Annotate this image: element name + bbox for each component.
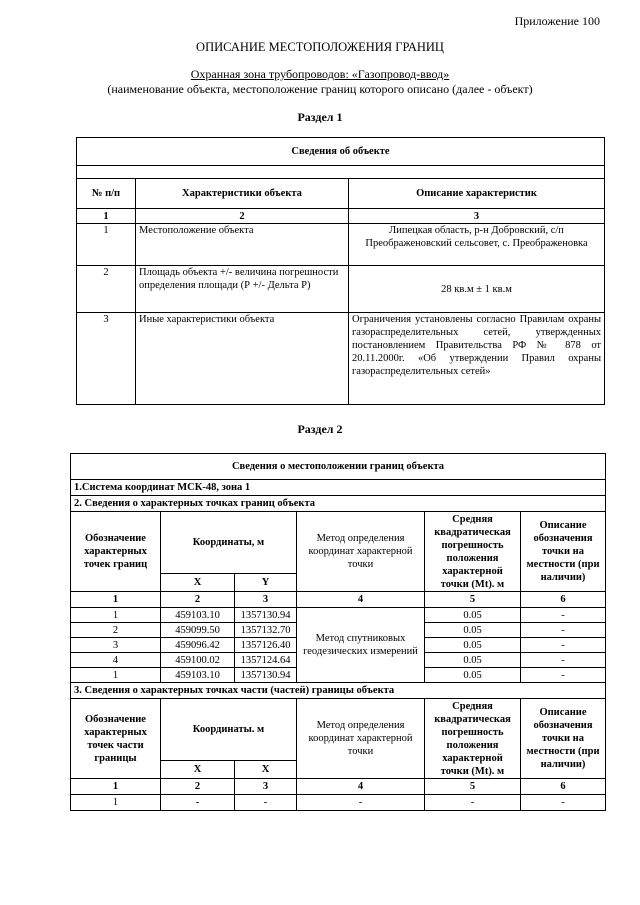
col-header-part-method: Метод определения координат характерной точки [297, 699, 425, 779]
col-header-point-description: Описание обозначения точки на местности (при наличии) [521, 512, 606, 592]
point-x: 459100.02 [161, 653, 235, 668]
col-header-number: № п/п [77, 179, 136, 209]
row-description: 28 кв.м ± 1 кв.м [349, 266, 605, 313]
part-point-x: - [161, 795, 235, 811]
point-x: 459099.50 [161, 623, 235, 638]
part-point-y: - [235, 795, 297, 811]
point-number: 2 [71, 623, 161, 638]
col-index: 1 [71, 779, 161, 795]
object-table-title: Сведения об объекте [77, 138, 605, 166]
point-y: 1357130.94 [235, 668, 297, 683]
row-characteristic: Иные характеристики объекта [136, 313, 349, 405]
col-header-y: Y [235, 574, 297, 592]
col-index: 1 [77, 209, 136, 224]
col-header-description: Описание характеристик [349, 179, 605, 209]
point-y: 1357124.64 [235, 653, 297, 668]
point-number: 4 [71, 653, 161, 668]
boundary-points-table [70, 453, 606, 811]
point-x: 459103.10 [161, 668, 235, 683]
point-y: 1357132.70 [235, 623, 297, 638]
point-error: 0.05 [425, 653, 521, 668]
row-description: Липецкая область, р-н Добровский, с/п Преображеновский сельсовет, с. Преображеновка [349, 224, 605, 266]
col-header-method: Метод определения координат характерной точки [297, 512, 425, 592]
point-number: 3 [71, 638, 161, 653]
point-y: 1357126.40 [235, 638, 297, 653]
col-index: 6 [521, 592, 606, 608]
point-description: - [521, 623, 606, 638]
object-info-table [76, 137, 605, 405]
col-header-part-error: Средняя квадратическая погрешность положения характерной точки (Mt). м [425, 699, 521, 779]
col-header-part-x2: X [235, 761, 297, 779]
row-number: 3 [77, 313, 136, 405]
row-number: 1 [77, 224, 136, 266]
col-header-characteristic: Характеристики объекта [136, 179, 349, 209]
empty-row [77, 166, 605, 179]
col-index: 2 [161, 592, 235, 608]
col-header-coordinates: Координаты, м [161, 512, 297, 574]
col-index: 4 [297, 592, 425, 608]
coordinate-system: 1.Система координат МСК-48, зона 1 [71, 480, 606, 496]
row-characteristic: Площадь объекта +/- величина погрешности определения площади (Р +/- Дельта Р) [136, 266, 349, 313]
col-header-points: Обозначение характерных точек границ [71, 512, 161, 592]
boundary-table-title: Сведения о местоположении границ объекта [71, 454, 606, 480]
col-index: 2 [136, 209, 349, 224]
point-number: 1 [71, 608, 161, 623]
subsection-2-title: 2. Сведения о характерных точках границ объекта [71, 496, 606, 512]
point-description: - [521, 668, 606, 683]
document-title: ОПИСАНИЕ МЕСТОПОЛОЖЕНИЯ ГРАНИЦ [196, 40, 444, 54]
point-description: - [521, 638, 606, 653]
part-point-number: 1 [71, 795, 161, 811]
col-index: 5 [425, 779, 521, 795]
point-number: 1 [71, 668, 161, 683]
section-1-label: Раздел 1 [297, 110, 343, 124]
section-2-label: Раздел 2 [297, 422, 343, 436]
appendix-label: Приложение 100 [514, 14, 600, 28]
part-point-description: - [521, 795, 606, 811]
col-index: 1 [71, 592, 161, 608]
col-header-error: Средняя квадратическая погрешность положения характерной точки (Mt). м [425, 512, 521, 592]
point-x: 459096.42 [161, 638, 235, 653]
subsection-3-title: 3. Сведения о характерных точках части (частей) границы объекта [71, 683, 606, 699]
col-header-part-x: X [161, 761, 235, 779]
col-header-part-description: Описание обозначения точки на местности (при наличии) [521, 699, 606, 779]
point-description: - [521, 653, 606, 668]
point-x: 459103.10 [161, 608, 235, 623]
col-index: 2 [161, 779, 235, 795]
row-description: Ограничения установлены согласно Правилам охраны газораспределительных сетей, утвержденных постановлением Правительства РФ № 878 от 20.11.2000г. «Об утверждении Правил охраны газораспределительных сетей» [349, 313, 605, 405]
part-point-method: - [297, 795, 425, 811]
col-header-x: X [161, 574, 235, 592]
object-name: Охранная зона трубопроводов: «Газопровод-ввод» [190, 67, 450, 81]
col-index: 4 [297, 779, 425, 795]
col-index: 5 [425, 592, 521, 608]
col-index: 3 [349, 209, 605, 224]
col-header-part-points: Обозначение характерных точек части границы [71, 699, 161, 779]
point-y: 1357130.94 [235, 608, 297, 623]
point-description: - [521, 608, 606, 623]
col-index: 3 [235, 592, 297, 608]
point-error: 0.05 [425, 638, 521, 653]
row-characteristic: Местоположение объекта [136, 224, 349, 266]
row-number: 2 [77, 266, 136, 313]
table-row [71, 608, 606, 623]
point-error: 0.05 [425, 608, 521, 623]
part-point-error: - [425, 795, 521, 811]
col-index: 3 [235, 779, 297, 795]
point-error: 0.05 [425, 623, 521, 638]
point-error: 0.05 [425, 668, 521, 683]
table-row [71, 795, 606, 811]
object-name-note: (наименование объекта, местоположение границ которого описано (далее - объект) [107, 82, 533, 96]
point-method: Метод спутниковых геодезических измерений [297, 608, 425, 683]
col-index: 6 [521, 779, 606, 795]
col-header-part-coordinates: Координаты. м [161, 699, 297, 761]
